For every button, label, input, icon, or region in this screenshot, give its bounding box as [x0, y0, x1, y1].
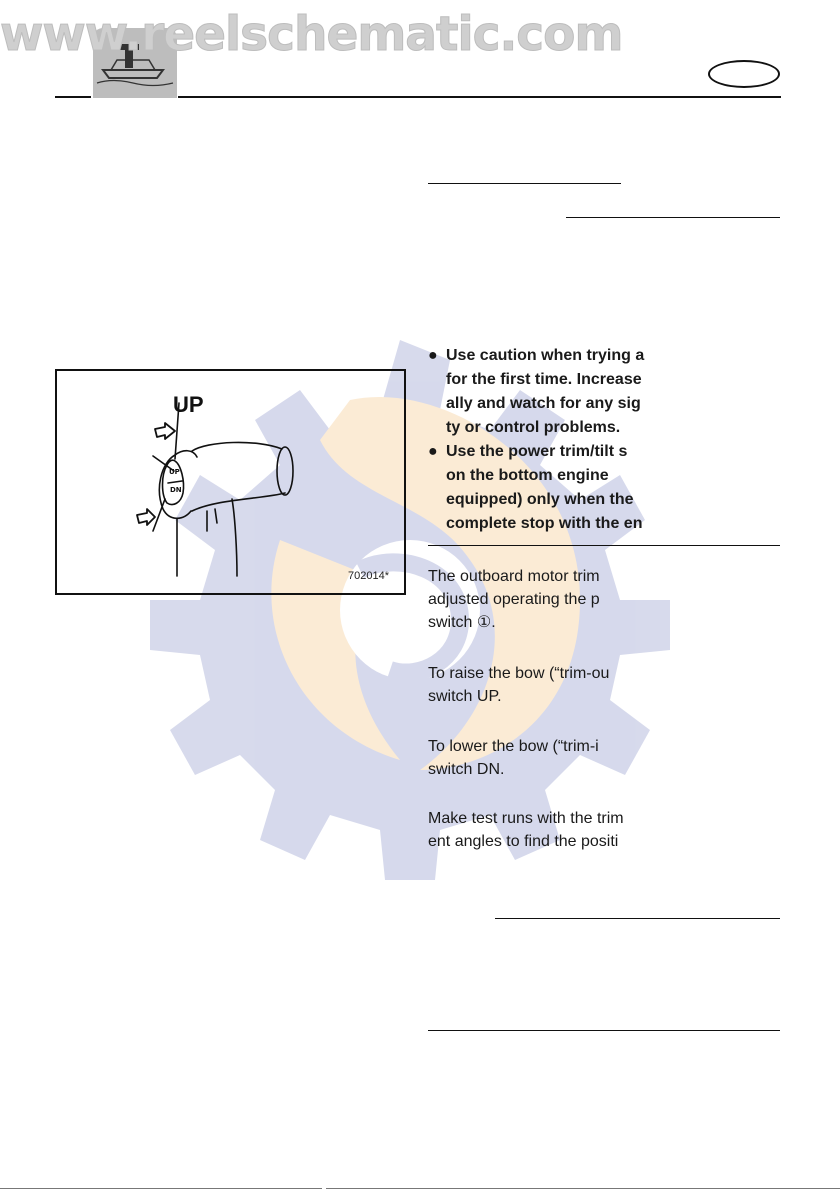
paragraph-line: ent angles to find the positi: [428, 833, 619, 850]
bullet-icon: ●: [428, 347, 438, 364]
warning-end-rule: [428, 545, 780, 546]
header-rule-right: [178, 96, 781, 98]
page-bottom-edge: [0, 1188, 322, 1189]
paragraph-line: The outboard motor trim: [428, 568, 600, 585]
figure-up-label: UP: [173, 392, 204, 417]
warning-line: for the first time. Increase: [446, 371, 642, 388]
paragraph-line: switch UP.: [428, 688, 502, 705]
warning-list: [428, 344, 673, 536]
warning-line: on the bottom engine: [446, 467, 609, 484]
paragraph-line: adjusted operating the p: [428, 591, 600, 608]
page-bottom-edge: [326, 1188, 840, 1189]
warning-line: Use the power trim/tilt s: [446, 443, 628, 460]
watermark-url: www.reelschematic.com: [0, 7, 623, 62]
warning-item: [428, 344, 673, 440]
trim-switch-illustration: [57, 371, 404, 593]
switch-up-text: UP: [169, 468, 180, 476]
bullet-icon: ●: [428, 443, 438, 460]
paragraph-trim-intro: [428, 565, 668, 634]
header-rule-left: [55, 96, 91, 98]
paragraph-lower-bow: [428, 735, 668, 781]
warning-line: complete stop with the en: [446, 515, 643, 532]
language-badge: [708, 60, 780, 88]
paragraph-line: To raise the bow (“trim-ou: [428, 665, 610, 682]
paragraph-raise-bow: [428, 662, 668, 708]
switch-dn-text: DN: [170, 486, 182, 494]
paragraph-line: To lower the bow (“trim-i: [428, 738, 599, 755]
warning-line: equipped) only when the: [446, 491, 634, 508]
paragraph-line: switch ①.: [428, 614, 496, 631]
figure-code: 702014*: [348, 570, 389, 582]
paragraph-line: Make test runs with the trim: [428, 810, 624, 827]
warning-item: [428, 440, 673, 536]
warning-line: ty or control problems.: [446, 419, 621, 436]
warning-line: ally and watch for any sig: [446, 395, 641, 412]
paragraph-test-runs: [428, 807, 668, 853]
warning-line: Use caution when trying a: [446, 347, 645, 364]
section-rule: [495, 918, 780, 919]
section-rule: [566, 217, 780, 218]
section-rule: [428, 183, 621, 184]
section-rule: [428, 1030, 780, 1031]
paragraph-line: switch DN.: [428, 761, 505, 778]
